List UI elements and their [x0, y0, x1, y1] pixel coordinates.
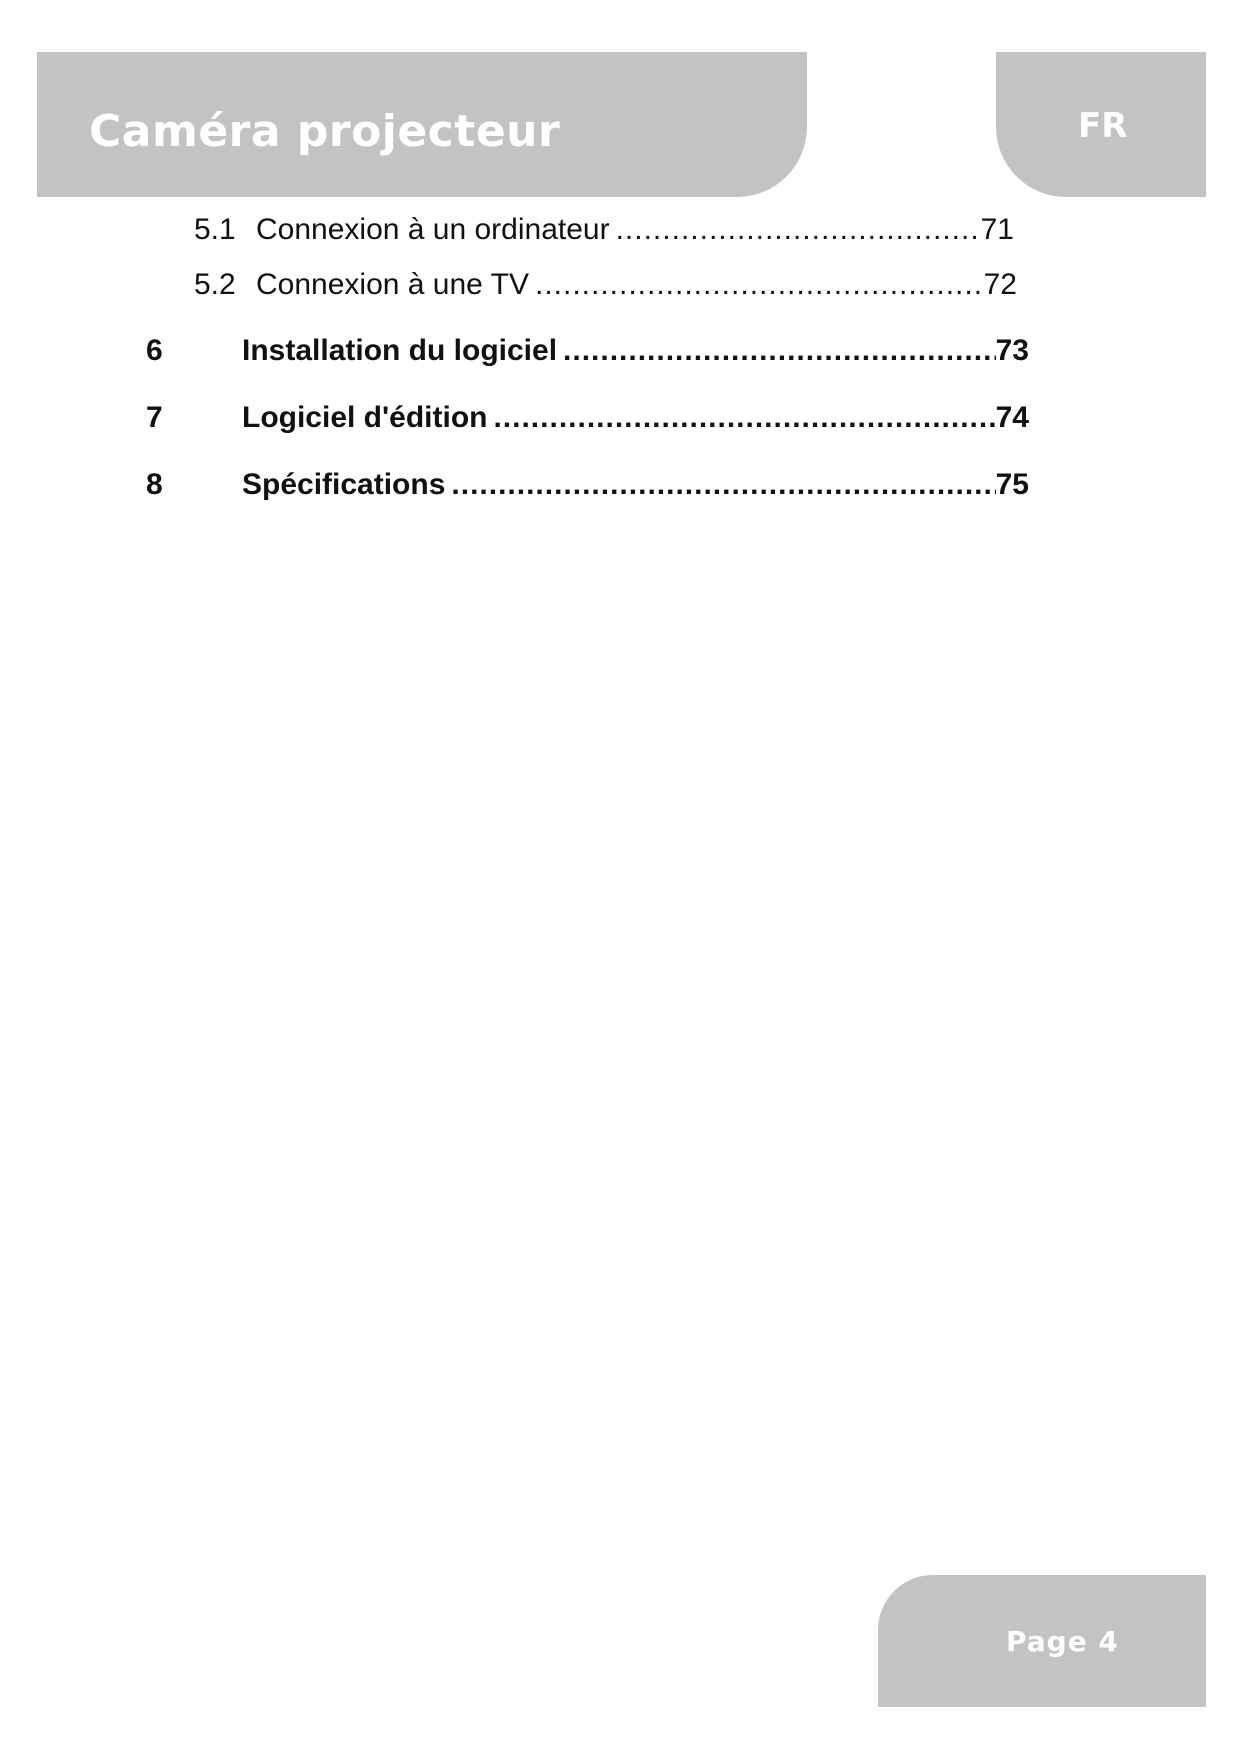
toc-entry-6[interactable]: [146, 334, 1029, 368]
toc-entry-5-2[interactable]: [194, 268, 1017, 302]
toc-entry-page: 72: [983, 268, 1017, 301]
toc-entry-page: 71: [980, 213, 1014, 246]
toc-entry-label: Connexion à un ordinateur: [256, 213, 610, 246]
toc-entry-8[interactable]: [146, 468, 1029, 502]
toc-entry-number: 5.1: [194, 213, 236, 246]
toc-entry-page: 74: [995, 401, 1029, 434]
toc-entry-label: Installation du logiciel: [242, 334, 558, 367]
toc-entry-page: 73: [995, 334, 1029, 367]
toc-entry-5-1[interactable]: [194, 213, 1014, 247]
language-tab: [996, 52, 1206, 197]
toc-entry-number: 7: [146, 401, 163, 434]
language-code: FR: [1078, 106, 1128, 146]
toc-entry-number: 5.2: [194, 268, 236, 301]
page-number: Page 4: [1006, 1625, 1119, 1658]
footer-page-tab: [878, 1575, 1206, 1707]
toc-dot-leader: [557, 334, 996, 368]
toc-entry-number: 6: [146, 334, 163, 367]
toc-dot-leader: [610, 213, 981, 247]
toc-entry-number: 8: [146, 468, 163, 501]
toc-entry-label: Connexion à une TV: [256, 268, 529, 301]
toc-dot-leader: [529, 268, 984, 302]
toc-entry-7[interactable]: [146, 401, 1029, 435]
toc-entry-label: Logiciel d'édition: [242, 401, 488, 434]
document-title: Caméra projecteur: [89, 106, 561, 157]
toc-entry-page: 75: [995, 468, 1029, 501]
header-title-tab: [37, 52, 807, 197]
toc-dot-leader: [445, 468, 995, 502]
toc-dot-leader: [487, 401, 995, 435]
toc-entry-label: Spécifications: [242, 468, 446, 501]
